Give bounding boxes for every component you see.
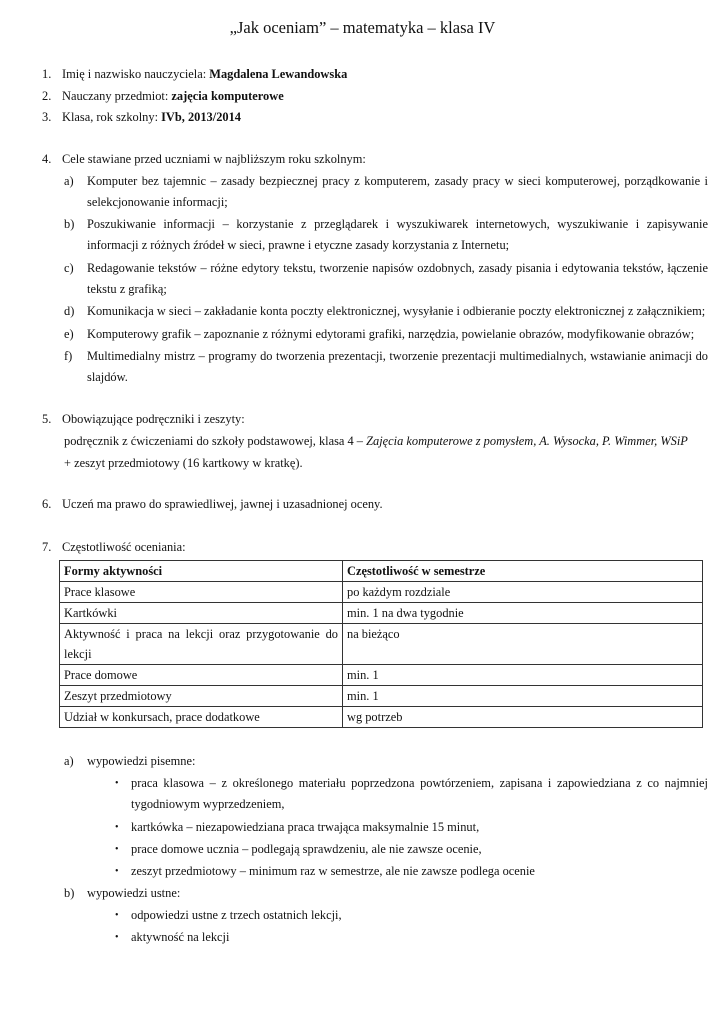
table-row — [60, 686, 703, 707]
list-text: Multimedialny mistrz – programy do tworzenia prezentacji, tworzenie prezentacji multimedialnych, wstawianie animacji do slajdów. — [87, 349, 708, 384]
section-number: 5. — [42, 412, 52, 426]
table-row — [60, 665, 703, 686]
bullet-text: zeszyt przedmiotowy – minimum raz w semestrze, ale nie zawsze podlega ocenie — [131, 864, 535, 878]
rights-text: Uczeń ma prawo do sprawiedliwej, jawnej i uzasadnionej oceny. — [62, 497, 383, 511]
list-text: Komunikacja w sieci – zakładanie konta poczty elektronicznej, wysyłanie i odbieranie poczty elektronicznej z załącznikiem; — [87, 304, 706, 318]
list-letter: b) — [64, 217, 75, 231]
table-row — [60, 603, 703, 624]
section-heading: Cele stawiane przed uczniami w najbliższym roku szkolnym: — [62, 152, 366, 166]
list-heading: wypowiedzi pisemne: — [87, 754, 196, 768]
item-label: Imię i nazwisko nauczyciela: — [62, 67, 210, 81]
table-cell: Prace domowe — [60, 665, 343, 686]
list-letter: a) — [64, 174, 74, 188]
table-row — [60, 624, 703, 665]
section-number: 6. — [42, 497, 52, 511]
section-heading: Obowiązujące podręczniki i zeszyty: — [62, 412, 245, 426]
table-cell: Udział w konkursach, prace dodatkowe — [60, 707, 343, 728]
list-letter: e) — [64, 327, 74, 341]
bullet-text: prace domowe ucznia – podlegają sprawdzeniu, ale nie zawsze ocenie, — [131, 842, 482, 856]
table-row — [60, 707, 703, 728]
section-heading: Częstotliwość oceniania: — [62, 540, 186, 554]
list-heading: wypowiedzi ustne: — [87, 886, 181, 900]
column-header: Częstotliwość w semestrze — [343, 561, 703, 582]
list-text: Poszukiwanie informacji – korzystanie z przeglądarek i wyszukiwarek internetowych, wyszukiwanie i zapisywanie informacji z różnych źródeł w sieci, prawne i etyczne zasady korzystania z Internetu; — [87, 217, 708, 252]
list-text: Komputer bez tajemnic – zasady bezpiecznej pracy z komputerem, zasady pracy w sieci komputerowej, porządkowanie i selekcjonowanie informacji; — [87, 174, 708, 209]
item-value: IVb, 2013/2014 — [161, 110, 241, 124]
bullet-icon: • — [115, 932, 119, 943]
list-letter: f) — [64, 349, 73, 363]
item-text — [62, 107, 241, 128]
table-cell: min. 1 na dwa tygodnie — [343, 603, 703, 624]
list-letter: a) — [64, 754, 74, 768]
textbook-line — [64, 431, 688, 452]
item-label: Nauczany przedmiot: — [62, 89, 172, 103]
bullet-icon: • — [115, 844, 119, 855]
list-text: Redagowanie tekstów – różne edytory tekstu, tworzenie napisów ozdobnych, zasady pisania i edytowania tekstów, łączenie tekstu z grafiką; — [87, 261, 708, 296]
section-number: 7. — [42, 540, 52, 554]
item-number: 2. — [42, 89, 52, 103]
table-row — [60, 582, 703, 603]
table-cell: min. 1 — [343, 686, 703, 707]
item-label: Klasa, rok szkolny: — [62, 110, 162, 124]
table-cell: Aktywność i praca na lekcji oraz przygotowanie do lekcji — [60, 624, 343, 665]
textbook-title: Zajęcia komputerowe z pomysłem, A. Wysocka, P. Wimmer, WSiP — [366, 434, 688, 448]
bullet-icon: • — [115, 910, 119, 921]
list-letter: b) — [64, 886, 75, 900]
bullet-text: aktywność na lekcji — [131, 930, 230, 944]
table-cell: po każdym rozdziale — [343, 582, 703, 603]
bullet-text: odpowiedzi ustne z trzech ostatnich lekcji, — [131, 908, 342, 922]
table-header-row — [60, 561, 703, 582]
column-header: Formy aktywności — [60, 561, 343, 582]
section-number: 4. — [42, 152, 52, 166]
item-text — [62, 64, 347, 85]
bullet-text: praca klasowa – z określonego materiału poprzedzona powtórzeniem, zapisana i zapowiedziana z co najmniej tygodniowym wyprzedzeniem, — [131, 776, 708, 811]
item-number: 1. — [42, 67, 52, 81]
item-value: Magdalena Lewandowska — [209, 67, 348, 81]
table-cell: wg potrzeb — [343, 707, 703, 728]
bullet-text: kartkówka – niezapowiedziana praca trwająca maksymalnie 15 minut, — [131, 820, 480, 834]
bullet-icon: • — [115, 822, 119, 833]
list-text: Komputerowy grafik – zapoznanie z różnymi edytorami grafiki, narzędzia, powielanie obrazów, modyfikowanie obrazów; — [87, 327, 695, 341]
table-cell: Kartkówki — [60, 603, 343, 624]
item-number: 3. — [42, 110, 52, 124]
table-cell: min. 1 — [343, 665, 703, 686]
textbook-prefix: podręcznik z ćwiczeniami do szkoły podstawowej, klasa 4 – — [64, 434, 367, 448]
bullet-icon: • — [115, 866, 119, 877]
list-letter: d) — [64, 304, 75, 318]
item-text — [62, 86, 284, 107]
bullet-icon: • — [115, 778, 119, 789]
list-letter: c) — [64, 261, 74, 275]
table-cell: Zeszyt przedmiotowy — [60, 686, 343, 707]
table-cell: na bieżąco — [343, 624, 703, 665]
item-value: zajęcia komputerowe — [171, 89, 284, 103]
page-title: „Jak oceniam” – matematyka – klasa IV — [229, 18, 496, 37]
table-cell: Prace klasowe — [60, 582, 343, 603]
frequency-table — [59, 560, 703, 728]
notebook-line: + zeszyt przedmiotowy (16 kartkowy w kratkę). — [64, 456, 303, 470]
